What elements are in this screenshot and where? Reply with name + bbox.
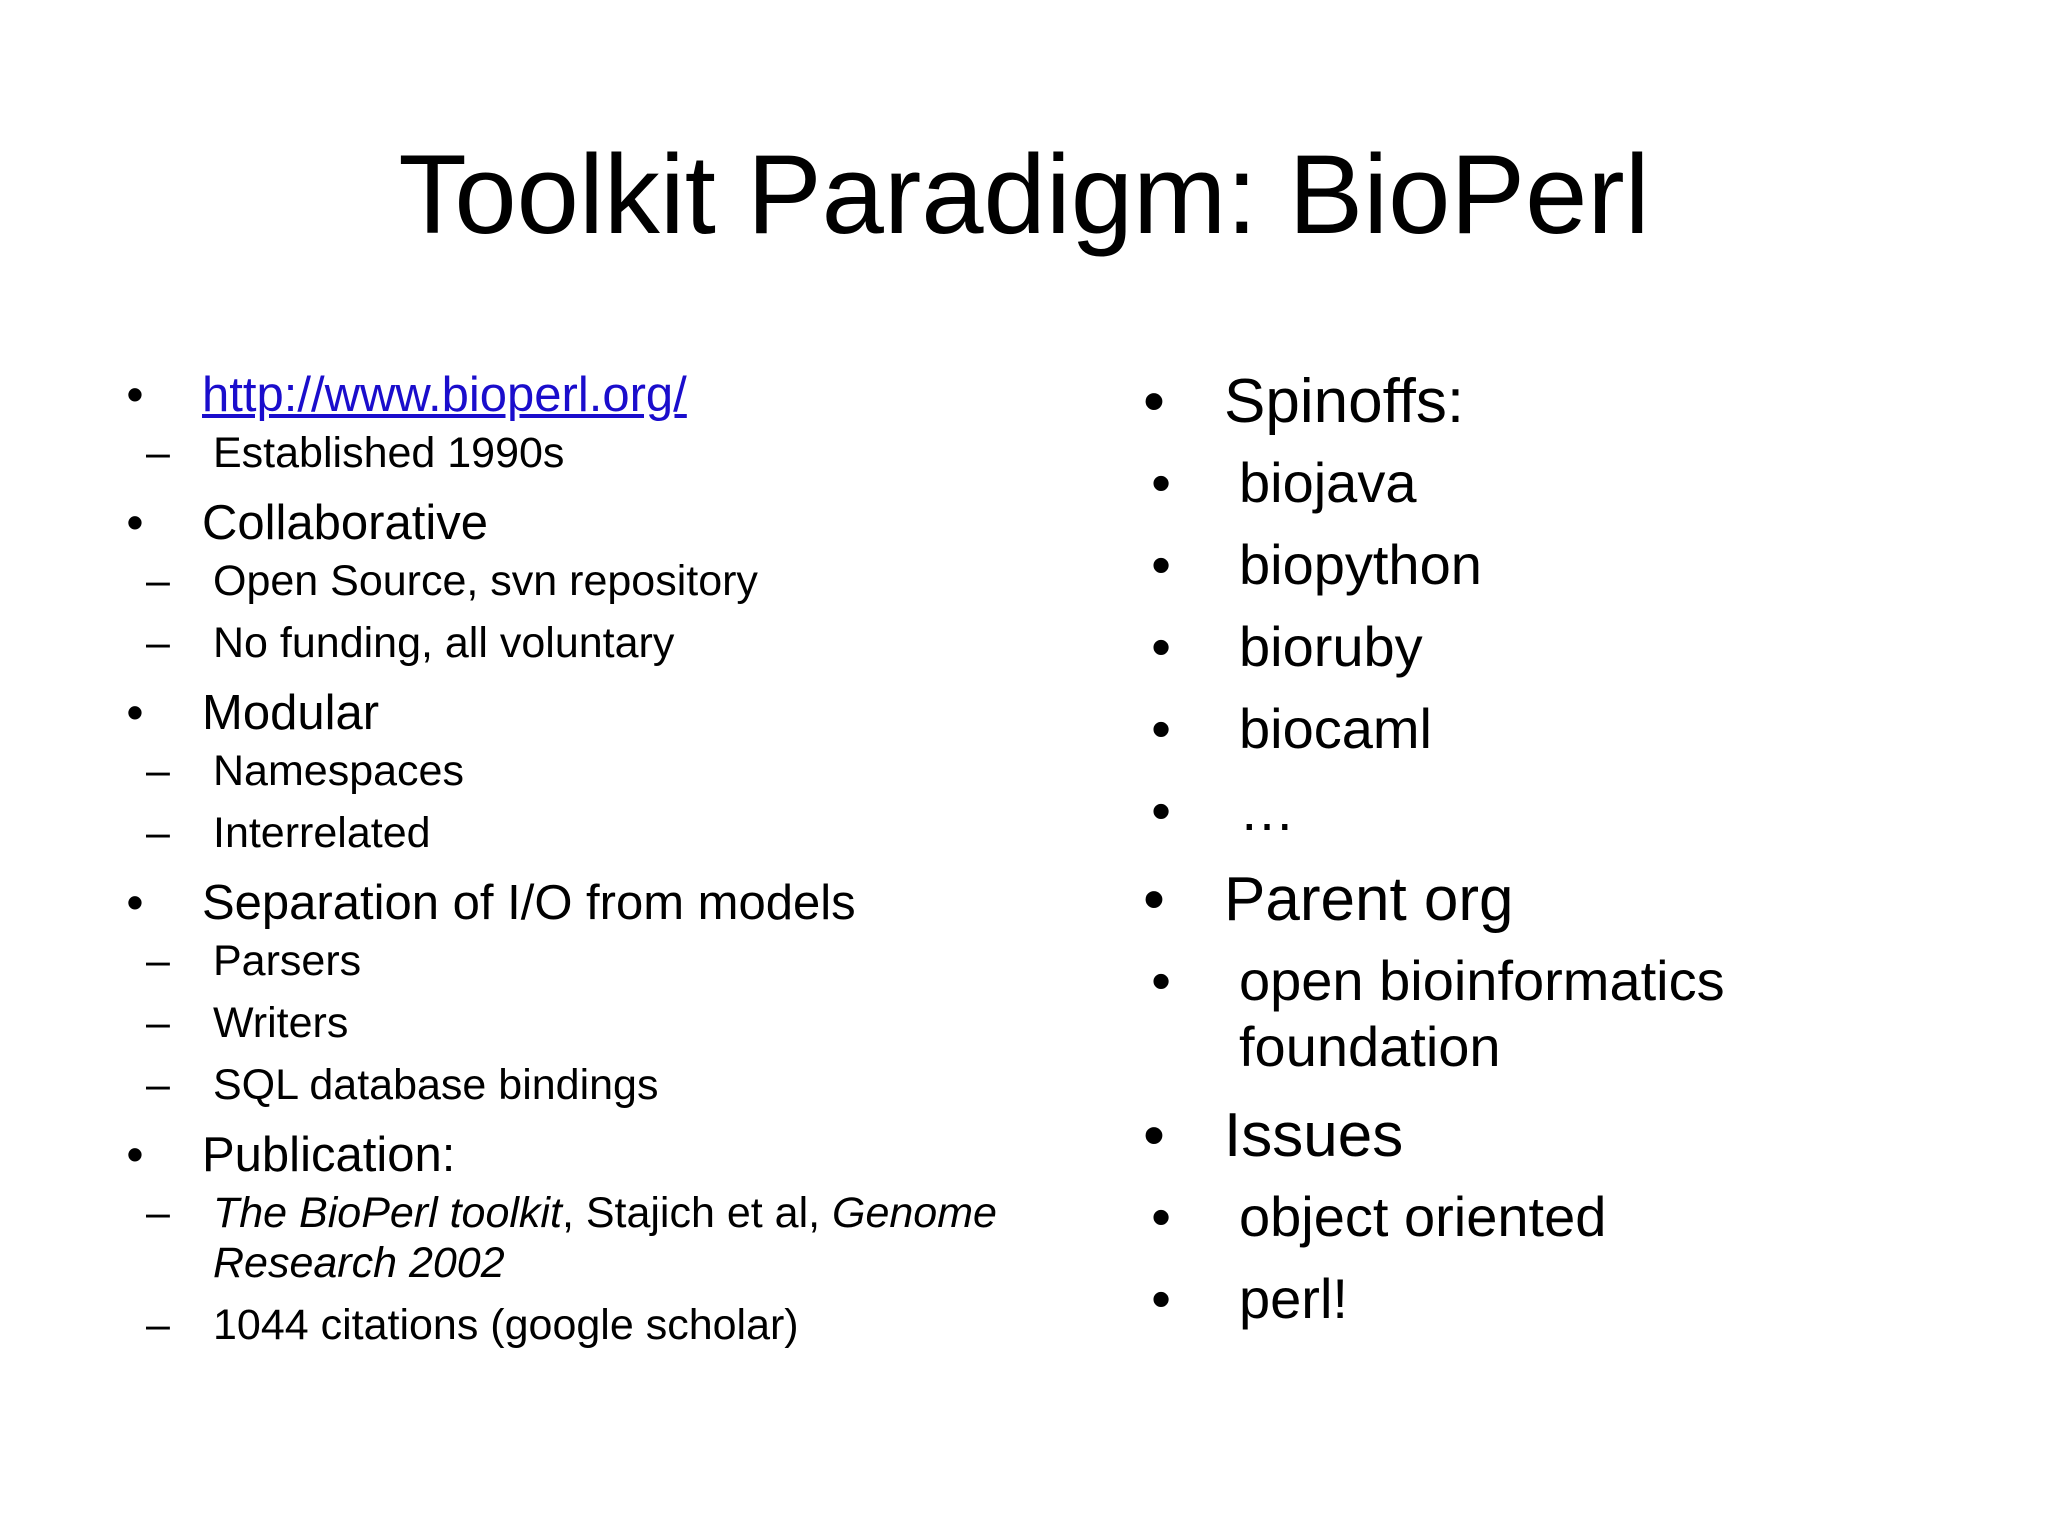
sub-item — [38, 998, 1160, 1048]
bullet-item-text: Separation of I/O from models — [202, 876, 856, 930]
bullet-item-text: Parent org — [1224, 865, 1514, 934]
dash-icon: – — [146, 619, 170, 667]
sub-item — [38, 1060, 1160, 1110]
bullet-item-text: Publication: — [202, 1128, 456, 1182]
sub-item — [1044, 778, 1994, 844]
sub-item — [38, 618, 1160, 668]
sub-item-text: Open Source, svn repository — [213, 557, 758, 605]
sub-item-text: perl! — [1239, 1267, 1348, 1330]
bullet-icon: • — [1151, 697, 1171, 760]
sub-item-text: No funding, all voluntary — [213, 619, 675, 667]
bullet-item-text: Issues — [1224, 1101, 1404, 1170]
slide-title: Toolkit Paradigm: BioPerl — [398, 132, 1650, 257]
sub-item — [1044, 614, 1994, 680]
sub-item — [1044, 696, 1994, 762]
left-column — [120, 362, 1160, 1362]
bullet-icon: • — [126, 496, 144, 550]
bullet-item-issues — [1134, 1096, 1994, 1176]
dash-icon: – — [146, 429, 170, 477]
publication-authors: , Stajich et al, — [561, 1189, 833, 1237]
sub-item-text: Writers — [213, 999, 349, 1047]
sub-item-text: 1044 citations (google scholar) — [213, 1301, 799, 1349]
bullet-item-publication — [120, 1122, 1160, 1188]
publication-journal: Genome Research 2002 — [213, 1189, 997, 1287]
sub-item — [38, 556, 1160, 606]
dash-icon: – — [146, 747, 170, 795]
dash-icon: – — [146, 1189, 170, 1237]
sub-item-text: object oriented — [1239, 1185, 1607, 1248]
sub-item-text: Interrelated — [213, 809, 431, 857]
sub-item — [38, 428, 1160, 478]
bullet-icon: • — [1151, 451, 1171, 514]
dash-icon: – — [146, 999, 170, 1047]
sub-item-text: open bioinformatics foundation — [1239, 949, 1725, 1078]
sub-item — [38, 936, 1160, 986]
dash-icon: – — [146, 937, 170, 985]
sub-item — [1044, 450, 1994, 516]
bullet-icon: • — [1143, 865, 1165, 934]
bullet-icon: • — [1151, 949, 1171, 1012]
sub-item-text: bioruby — [1239, 615, 1423, 678]
bullet-icon: • — [1143, 367, 1165, 436]
bullet-item-text: Modular — [202, 686, 380, 740]
bullet-icon: • — [1151, 1185, 1171, 1248]
dash-icon: – — [146, 557, 170, 605]
bullet-icon: • — [1143, 1101, 1165, 1170]
bullet-item-text: Collaborative — [202, 496, 488, 550]
sub-item-text: biopython — [1239, 533, 1482, 596]
sub-item-text: Parsers — [213, 937, 362, 985]
right-column — [1134, 362, 1994, 1348]
bullet-item-parent-org — [1134, 860, 1994, 940]
right-bullet-list — [1134, 362, 1994, 1332]
bullet-icon: • — [1151, 615, 1171, 678]
sub-item-text: Namespaces — [213, 747, 464, 795]
publication-title: The BioPerl toolkit — [213, 1189, 562, 1237]
sub-item-text: biojava — [1239, 451, 1417, 514]
sub-item-publication-ref — [38, 1188, 1160, 1288]
bullet-item-collaborative — [120, 490, 1160, 556]
sub-item — [38, 746, 1160, 796]
bullet-icon: • — [126, 876, 144, 930]
sub-item-text: biocaml — [1239, 697, 1432, 760]
bullet-item-modular — [120, 680, 1160, 746]
bioperl-link[interactable]: http://www.bioperl.org/ — [202, 368, 687, 422]
sub-item — [38, 808, 1160, 858]
dash-icon: – — [146, 1061, 170, 1109]
bullet-icon: • — [1151, 1267, 1171, 1330]
bullet-item-separation — [120, 870, 1160, 936]
bullet-item-text: Spinoffs: — [1224, 367, 1465, 436]
bullet-icon: • — [1151, 779, 1171, 842]
sub-item — [1044, 532, 1994, 598]
bullet-item-website — [120, 362, 1160, 428]
bullet-icon: • — [126, 1128, 144, 1182]
sub-item — [38, 1300, 1160, 1350]
left-bullet-list — [120, 362, 1160, 1350]
sub-item — [1044, 1184, 1994, 1250]
sub-item-text: … — [1239, 779, 1295, 842]
sub-item — [1044, 948, 1994, 1080]
dash-icon: – — [146, 1301, 170, 1349]
dash-icon: – — [146, 809, 170, 857]
sub-item-text: Established 1990s — [213, 429, 565, 477]
bullet-item-spinoffs — [1134, 362, 1994, 442]
bullet-icon: • — [126, 686, 144, 740]
bullet-icon: • — [1151, 533, 1171, 596]
sub-item-text: SQL database bindings — [213, 1061, 659, 1109]
bullet-icon: • — [126, 368, 144, 422]
sub-item — [1044, 1266, 1994, 1332]
